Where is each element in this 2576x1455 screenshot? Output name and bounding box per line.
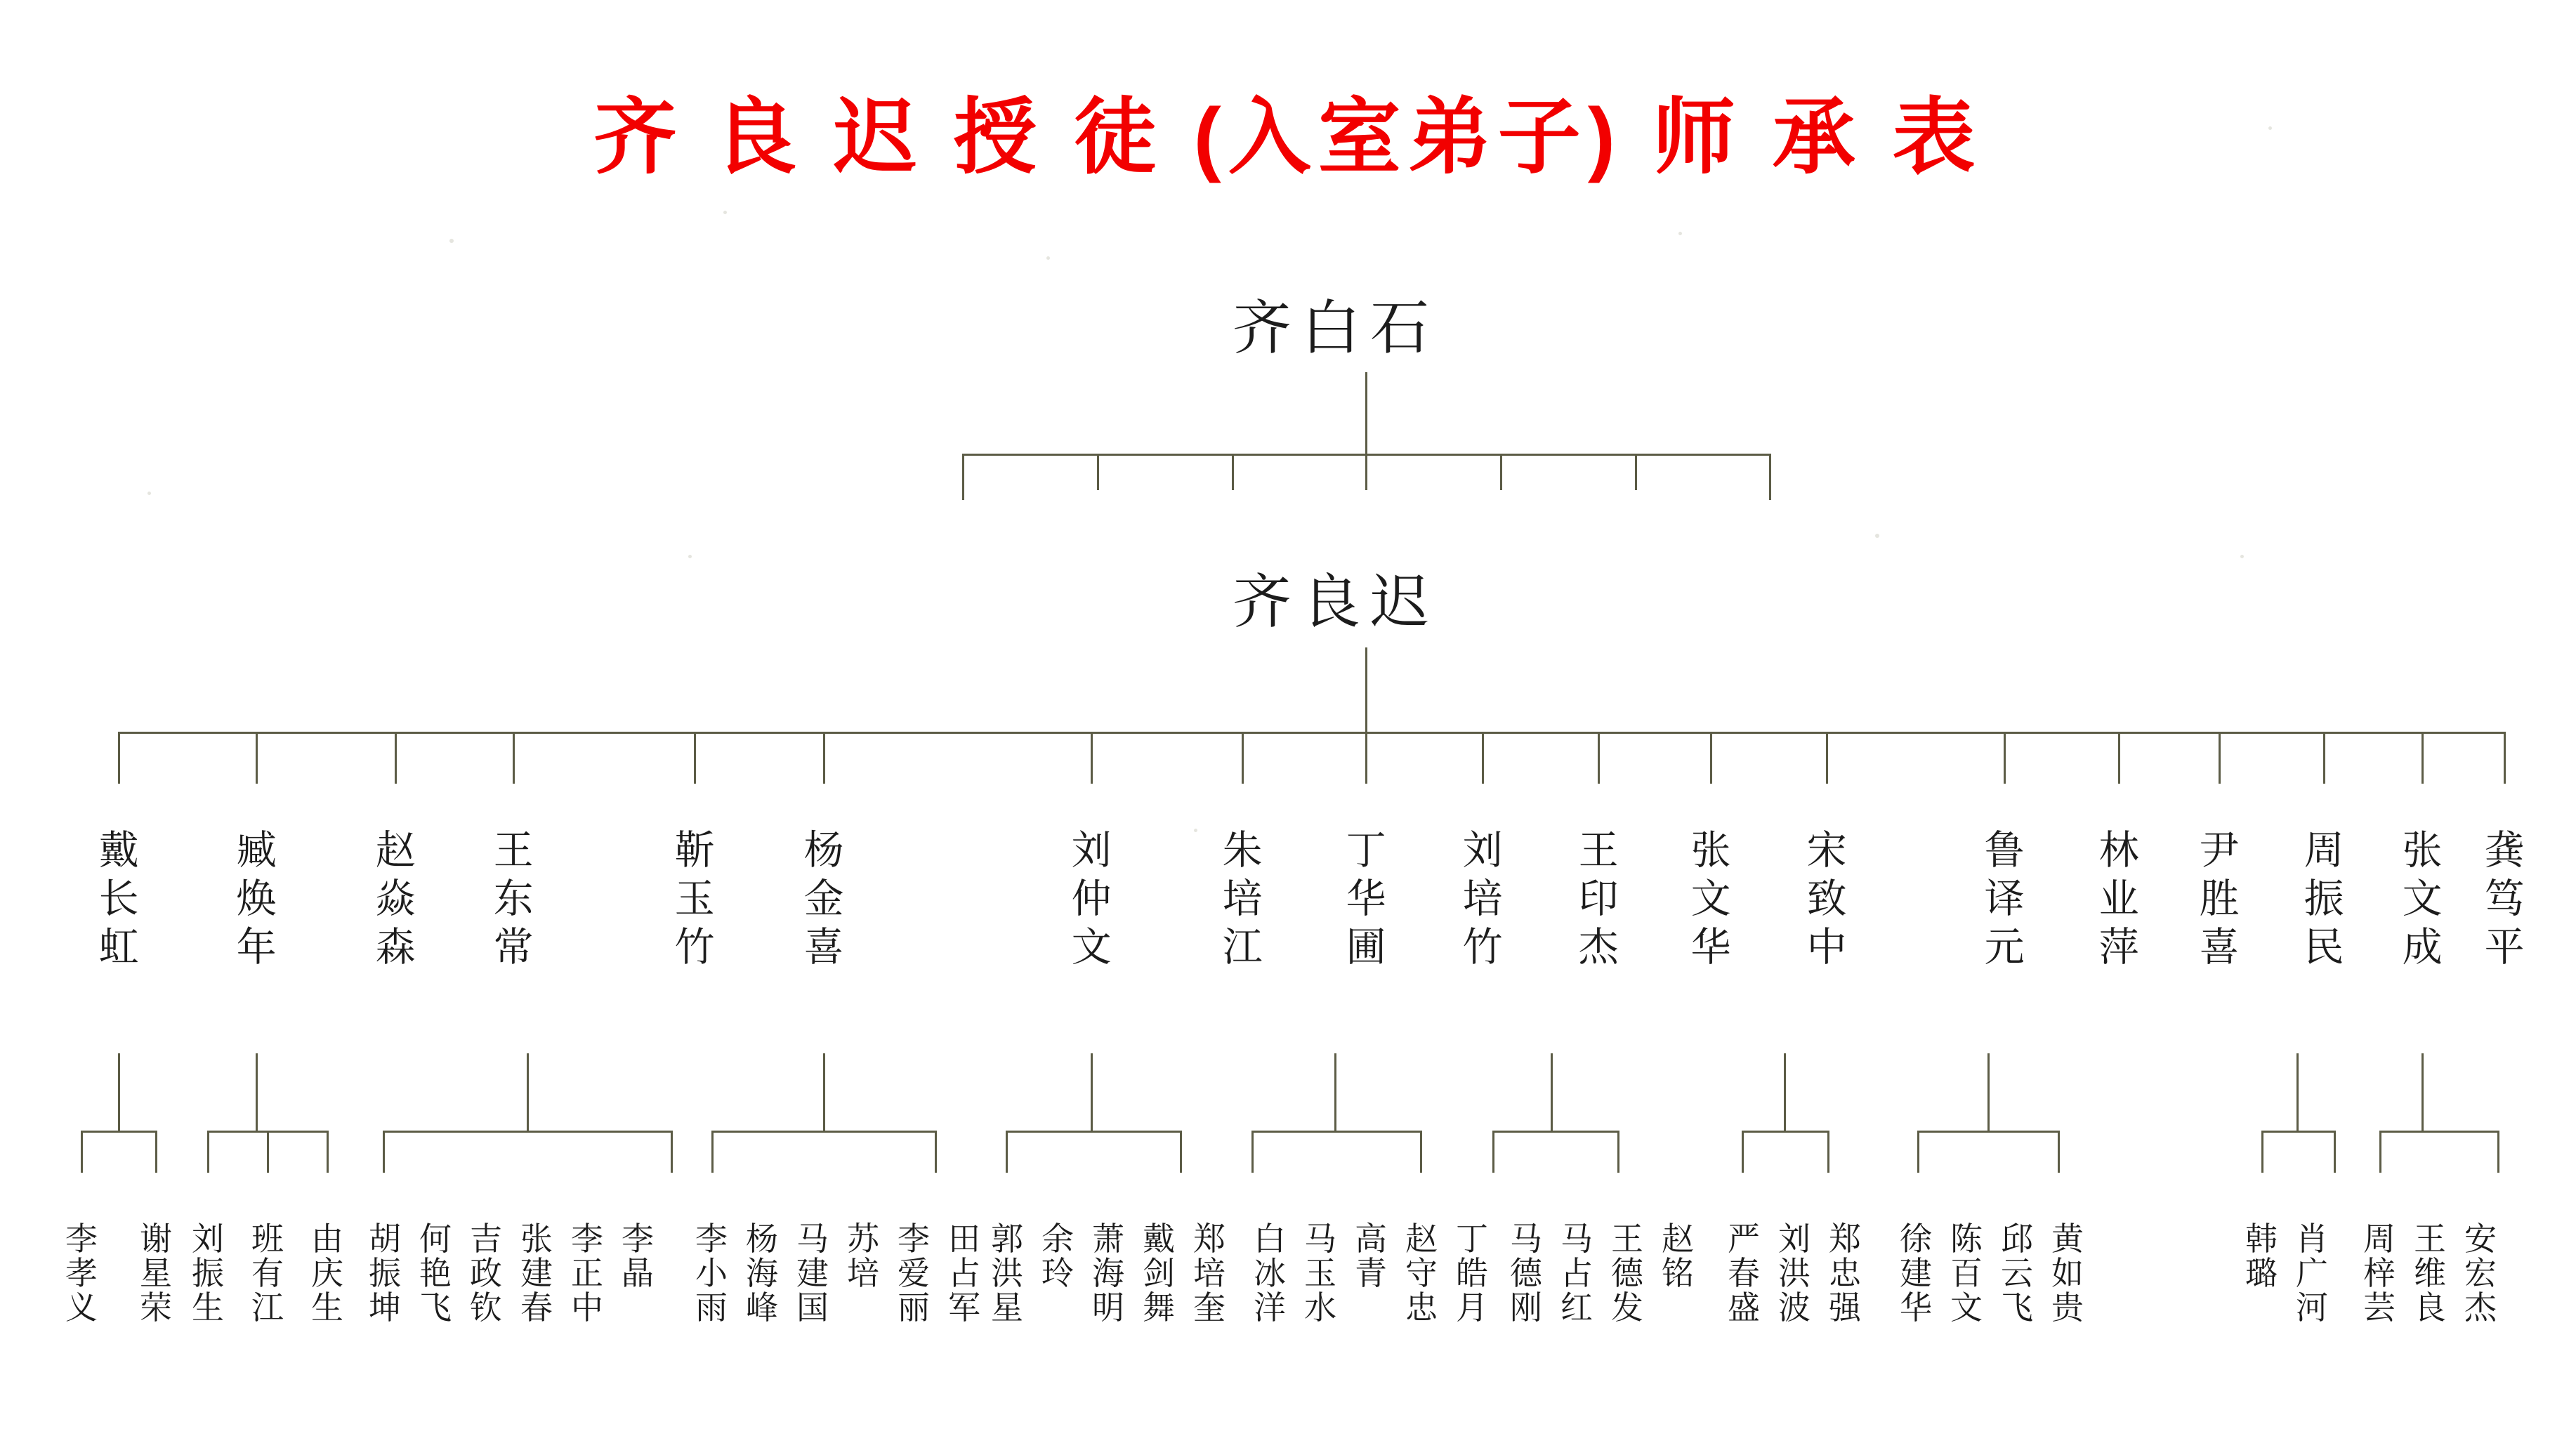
grand-disciple-tianzhanjun: 田 占 军	[948, 1220, 980, 1326]
connector-stub-disciple-14	[2004, 732, 2006, 784]
grand-disciple-lixiaoyu: 李 小 雨	[695, 1220, 728, 1326]
grand-disciple-supei: 苏 培	[847, 1220, 879, 1292]
connector-gen3-tick	[1180, 1131, 1182, 1173]
grand-disciple-chenbaiwen: 陈 百 文	[1950, 1220, 1983, 1326]
grand-disciple-guohongxing: 郭 洪 星	[991, 1220, 1023, 1326]
connector-stub-disciple-7	[1091, 732, 1093, 784]
grand-disciple-wangdefa: 王 德 发	[1611, 1220, 1643, 1326]
connector-stub-disciple-9	[1365, 732, 1367, 784]
connector-gen3-tick	[711, 1131, 714, 1173]
connector-stub-disciple-6	[823, 732, 825, 784]
connector-gen3-tick	[1742, 1131, 1744, 1173]
paper-speck	[2268, 126, 2272, 130]
grand-disciple-mayushui: 马 玉 水	[1304, 1220, 1336, 1326]
grand-disciple-xiaoguanghe: 肖 广 河	[2296, 1220, 2328, 1326]
grand-disciple-heyanfei: 何 艳 飞	[419, 1220, 452, 1326]
connector-gen3-tick	[81, 1131, 83, 1173]
grand-disciple-banyoujiang: 班 有 江	[251, 1220, 284, 1326]
connector-gen3-tick	[2334, 1131, 2336, 1173]
connector-gen3-drop-9	[1987, 1053, 1990, 1131]
disciple-zhouzhenmin: 周振民	[2298, 829, 2344, 974]
connector-gen3-tick	[935, 1131, 937, 1173]
disciple-luyiyuan: 鲁译元	[1978, 829, 2024, 974]
disciple-daichanghong: 戴长虹	[93, 829, 138, 974]
connector-stub-disciple-10	[1482, 732, 1484, 784]
grand-disciple-zhaoming: 赵 铭	[1662, 1220, 1694, 1292]
connector-gen3-bus-1	[81, 1131, 155, 1133]
connector-gen3-tick	[327, 1131, 329, 1173]
grand-disciple-zhaoshouzhong: 赵 守 忠	[1405, 1220, 1438, 1326]
connector-stub-disciple-3	[395, 732, 397, 784]
connector-stub-disciple-8	[1242, 732, 1244, 784]
grand-disciple-madegang: 马 德 刚	[1510, 1220, 1542, 1326]
connector-gen3-bus-9	[1917, 1131, 2058, 1133]
connector-gen3-drop-5	[1091, 1053, 1093, 1131]
connector-gen3-drop-3	[527, 1053, 529, 1131]
connector-stub-disciple-17	[2323, 732, 2325, 784]
paper-speck	[449, 239, 454, 243]
connector-gen3-drop-2	[256, 1053, 258, 1131]
disciple-dinghuapu: 丁华圃	[1340, 829, 1386, 974]
grand-disciple-anhongjie: 安 宏 杰	[2464, 1220, 2497, 1326]
grand-disciple-liuzhensheng: 刘 振 生	[192, 1220, 224, 1326]
grand-disciple-huzhenkun: 胡 振 坤	[369, 1220, 401, 1326]
grand-disciple-zhengzhongqiang: 郑 忠 强	[1829, 1220, 1861, 1326]
connector-qiliangchi-down	[1365, 647, 1367, 732]
connector-gen3-tick	[1420, 1131, 1422, 1173]
grand-disciple-yanchunsheng: 严 春 盛	[1728, 1220, 1760, 1326]
disciple-yinshengxi: 尹胜喜	[2193, 829, 2239, 974]
grand-disciple-zhengpeikui: 郑 培 奎	[1193, 1220, 1225, 1326]
disciple-wangyinjie: 王印杰	[1572, 829, 1618, 974]
grand-disciple-liuhongbo: 刘 洪 波	[1778, 1220, 1811, 1326]
connector-gen3-tick	[1917, 1131, 1919, 1173]
connector-gen3-tick	[1827, 1131, 1829, 1173]
paper-speck	[688, 555, 692, 558]
connector-tick	[1500, 454, 1502, 490]
connector-gen3-tick	[2379, 1131, 2381, 1173]
paper-speck	[1875, 534, 1879, 538]
grand-disciple-majianguo: 马 建 国	[796, 1220, 829, 1326]
connector-tick	[1097, 454, 1099, 490]
paper-speck	[1046, 256, 1050, 260]
connector-bus-generation2	[118, 732, 2506, 734]
grand-disciple-xujianhua: 徐 建 华	[1900, 1220, 1932, 1326]
connector-gen3-drop-4	[823, 1053, 825, 1131]
connector-gen3-tick	[1251, 1131, 1254, 1173]
connector-gen3-tick	[383, 1131, 385, 1173]
grand-disciple-huangrugui: 黄 如 贵	[2051, 1220, 2084, 1326]
connector-tick	[1232, 454, 1234, 490]
connector-gen3-tick	[267, 1131, 269, 1173]
grand-disciple-yuling: 余 玲	[1041, 1220, 1074, 1292]
connector-gen3-drop-7	[1551, 1053, 1553, 1131]
connector-gen3-tick	[1617, 1131, 1619, 1173]
connector-tick	[1635, 454, 1637, 490]
connector-gen3-drop-10	[2296, 1053, 2299, 1131]
connector-gen3-bus-6	[1251, 1131, 1420, 1133]
grand-disciple-daijianwu: 戴 剑 舞	[1143, 1220, 1175, 1326]
connector-gen3-drop-6	[1334, 1053, 1336, 1131]
disciple-zhangwenhua: 张文华	[1685, 829, 1730, 974]
paper-speck	[2240, 555, 2244, 558]
grand-disciple-xiexingrong: 谢 星 荣	[140, 1220, 172, 1326]
connector-stub-disciple-12	[1710, 732, 1712, 784]
grand-disciple-xiaohaiming: 萧 海 明	[1092, 1220, 1124, 1326]
grand-disciple-lijing: 李 晶	[622, 1220, 654, 1292]
connector-gen3-tick	[2261, 1131, 2263, 1173]
grand-disciple-qiuyunfei: 邱 云 飞	[2001, 1220, 2033, 1326]
connector-stub-disciple-1	[118, 732, 120, 784]
paper-speck	[1678, 232, 1682, 235]
grand-disciple-zhangjianchun: 张 建 春	[520, 1220, 553, 1326]
connector-gen3-drop-11	[2421, 1053, 2424, 1131]
disciple-songzhizhong: 宋致中	[1801, 829, 1846, 974]
connector-gen3-bus-8	[1742, 1131, 1827, 1133]
connector-gen3-bus-3	[383, 1131, 671, 1133]
grand-disciple-liaili: 李 爱 丽	[898, 1220, 930, 1326]
grand-disciple-hanlu: 韩 璐	[2245, 1220, 2278, 1292]
connector-tick	[1769, 454, 1771, 500]
connector-root-down	[1365, 372, 1367, 455]
disciple-zanghuannian: 臧焕年	[230, 829, 276, 974]
connector-stub-disciple-15	[2118, 732, 2120, 784]
grand-disciple-lizhengzhong: 李 正 中	[571, 1220, 603, 1326]
connector-stub-disciple-5	[694, 732, 696, 784]
paper-speck	[723, 211, 727, 214]
paper-speck	[147, 492, 151, 495]
connector-gen3-bus-4	[711, 1131, 935, 1133]
disciple-zhaoyansen: 赵焱森	[369, 829, 415, 974]
root-node-qibaishi: 齐白石	[1233, 295, 1440, 361]
connector-stub-disciple-18	[2421, 732, 2424, 784]
connector-stub-disciple-2	[256, 732, 258, 784]
grand-disciple-gaoqing: 高 青	[1355, 1220, 1387, 1292]
connector-gen3-tick	[2497, 1131, 2499, 1173]
connector-stub-disciple-13	[1826, 732, 1828, 784]
connector-gen3-tick	[671, 1131, 673, 1173]
connector-gen3-bus-10	[2261, 1131, 2334, 1133]
disciple-wangdongchang: 王东常	[487, 829, 533, 974]
connector-gen3-bus-11	[2379, 1131, 2497, 1133]
grand-disciple-youqingsheng: 由 庆 生	[311, 1220, 343, 1326]
connector-bus-endcap-right	[2504, 732, 2506, 784]
disciple-yangjinxi: 杨金喜	[798, 829, 843, 974]
grand-disciple-mazhanhong: 马 占 红	[1560, 1220, 1593, 1326]
connector-tick	[962, 454, 964, 500]
grand-disciple-yanghaifeng: 杨 海 峰	[746, 1220, 778, 1326]
grand-disciple-lixiaoyi: 李 孝 义	[65, 1220, 98, 1326]
disciple-zhangwencheng: 张文成	[2396, 829, 2442, 974]
grand-disciple-dinghaoyue: 丁 皓 月	[1456, 1220, 1488, 1326]
connector-tick	[1365, 454, 1367, 490]
connector-gen3-bus-5	[1006, 1131, 1180, 1133]
connector-stub-disciple-4	[513, 732, 515, 784]
connector-gen3-bus-7	[1492, 1131, 1617, 1133]
connector-stub-disciple-16	[2219, 732, 2221, 784]
node-qiliangchi: 齐良迟	[1233, 569, 1440, 635]
connector-gen3-tick	[207, 1131, 209, 1173]
connector-gen3-drop-1	[118, 1053, 120, 1131]
grand-disciple-jizhengqin: 吉 政 钦	[470, 1220, 502, 1326]
disciple-jinyuzhu: 靳玉竹	[669, 829, 714, 974]
disciple-liuzhongwen: 刘仲文	[1065, 829, 1111, 974]
page-title: 齐 良 迟 授 徒 (入室弟子) 师 承 表	[593, 91, 1983, 184]
connector-gen3-tick	[2058, 1131, 2060, 1173]
disciple-liupeizhu: 刘培竹	[1457, 829, 1502, 974]
disciple-zhupeijiang: 朱培江	[1216, 829, 1262, 974]
connector-gen3-tick	[1492, 1131, 1494, 1173]
paper-speck	[1194, 829, 1197, 832]
connector-gen3-tick	[1006, 1131, 1008, 1173]
grand-disciple-zhouziyun: 周 梓 芸	[2363, 1220, 2396, 1326]
disciple-gongduping: 龚笃平	[2478, 829, 2524, 974]
grand-disciple-wangweiliang: 王 维 良	[2414, 1220, 2446, 1326]
connector-gen3-tick	[155, 1131, 157, 1173]
connector-gen3-drop-8	[1784, 1053, 1786, 1131]
grand-disciple-baibingyang: 白 冰 洋	[1254, 1220, 1286, 1326]
disciple-linyeping: 林业萍	[2093, 829, 2138, 974]
connector-stub-disciple-11	[1598, 732, 1600, 784]
